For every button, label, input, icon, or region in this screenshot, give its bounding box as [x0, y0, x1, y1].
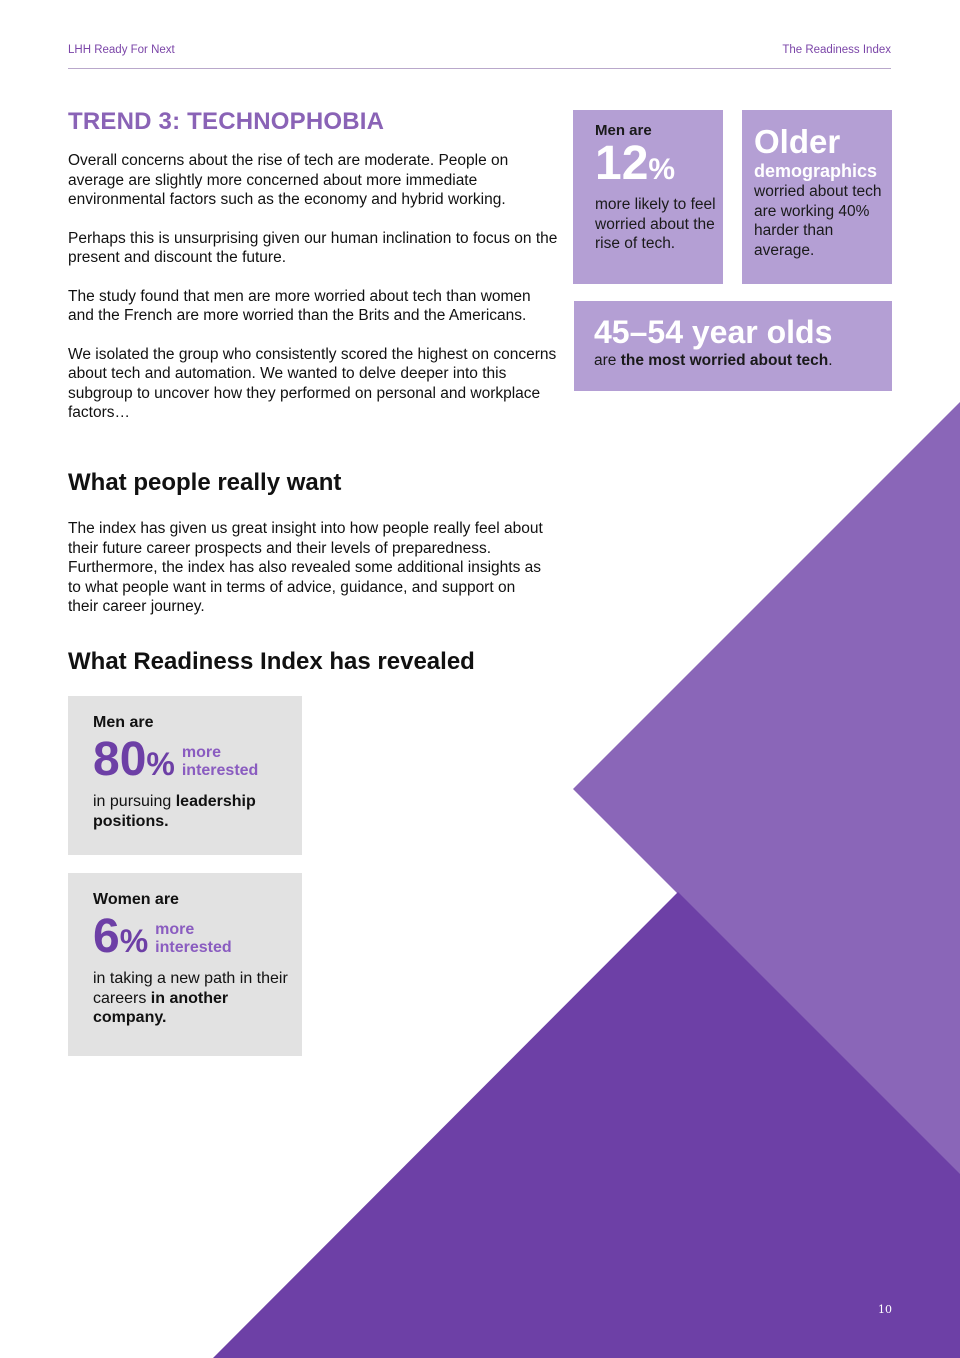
- stat-unit: %: [146, 746, 175, 782]
- stat-desc-prefix: in taking a new path in their careers: [93, 970, 288, 1007]
- stat-description: [93, 969, 302, 1028]
- stat-desc-prefix: are: [594, 352, 621, 369]
- stat-card-women-new-path: [68, 873, 302, 1056]
- stat-desc-emphasis: leadership positions.: [93, 793, 256, 830]
- stat-more-interested: [182, 744, 258, 780]
- stat-lead: Men are: [93, 714, 154, 731]
- stat-description: [594, 351, 892, 371]
- want-paragraph: The index has given us great insight into how people really feel about their future career prospects and their levels of preparedness. Furthermore, the index has also revealed some additional insights as to what people want in terms of advice, guidance, and support on their career journey.: [68, 520, 543, 615]
- stat-desc-emphasis: in another company.: [93, 989, 229, 1026]
- stat-description: [93, 792, 302, 831]
- stat-more-interested: [155, 921, 231, 957]
- stat-desc-suffix: .: [828, 352, 833, 369]
- stat-number: [93, 911, 148, 967]
- stat-unit: %: [119, 923, 149, 959]
- stat-headline: 45–54 year olds: [594, 314, 833, 350]
- stat-desc-prefix: in pursuing: [93, 793, 176, 810]
- stat-card-men-leadership: [68, 696, 302, 855]
- trend-title: TREND 3: TECHNOPHOBIA: [68, 108, 385, 135]
- want-heading: What people really want: [68, 469, 342, 496]
- stat-card-older-demographics: [742, 110, 892, 284]
- stat-lead: Men are: [595, 122, 652, 139]
- trend-paragraph: Overall concerns about the rise of tech are moderate. People on average are slightly more concerned about more immediate environmental factors such as the economy and hybrid working.: [68, 152, 509, 208]
- page-number: 10: [878, 1303, 892, 1316]
- stat-description: more likely to feel worried about the rise of tech.: [595, 196, 716, 252]
- stat-number-row: [93, 911, 302, 967]
- stat-number: [93, 734, 175, 790]
- stat-card-men-tech-worry: [573, 110, 723, 284]
- revealed-heading: What Readiness Index has revealed: [68, 648, 475, 675]
- stat-headline: Older: [754, 123, 841, 160]
- stat-subheadline: demographics: [754, 161, 878, 181]
- header-brand: LHH Ready For Next: [68, 44, 175, 56]
- stat-description: worried about tech are working 40% harder than average.: [754, 183, 882, 259]
- trend-paragraph: The study found that men are more worried about tech than women and the French are more worried than the Brits and the Americans.: [68, 287, 531, 324]
- header-divider: [68, 68, 891, 69]
- stat-value: 80: [93, 733, 147, 786]
- stat-value: 6: [93, 910, 120, 963]
- stat-interested: interested: [155, 939, 232, 956]
- stat-more: more: [181, 744, 221, 761]
- stat-interested: interested: [181, 762, 259, 779]
- trend-paragraph: Perhaps this is unsurprising given our human inclination to focus on the present and discount the future.: [68, 229, 558, 266]
- header-section-title: The Readiness Index: [782, 44, 891, 56]
- stat-lead: Women are: [93, 891, 179, 908]
- trend-paragraph: We isolated the group who consistently scored the highest on concerns about tech and automation. We wanted to delve deeper into this subgroup to uncover how they performed on personal and workplace factors…: [68, 345, 557, 421]
- stat-number-row: [93, 734, 302, 790]
- stat-desc-emphasis: the most worried about tech: [620, 352, 829, 369]
- trend-body: [68, 151, 558, 442]
- stat-number: [595, 137, 723, 193]
- stat-unit: %: [648, 153, 676, 186]
- stat-more: more: [155, 921, 195, 938]
- stat-value: 12: [595, 137, 649, 190]
- stat-card-age-group: [574, 301, 892, 391]
